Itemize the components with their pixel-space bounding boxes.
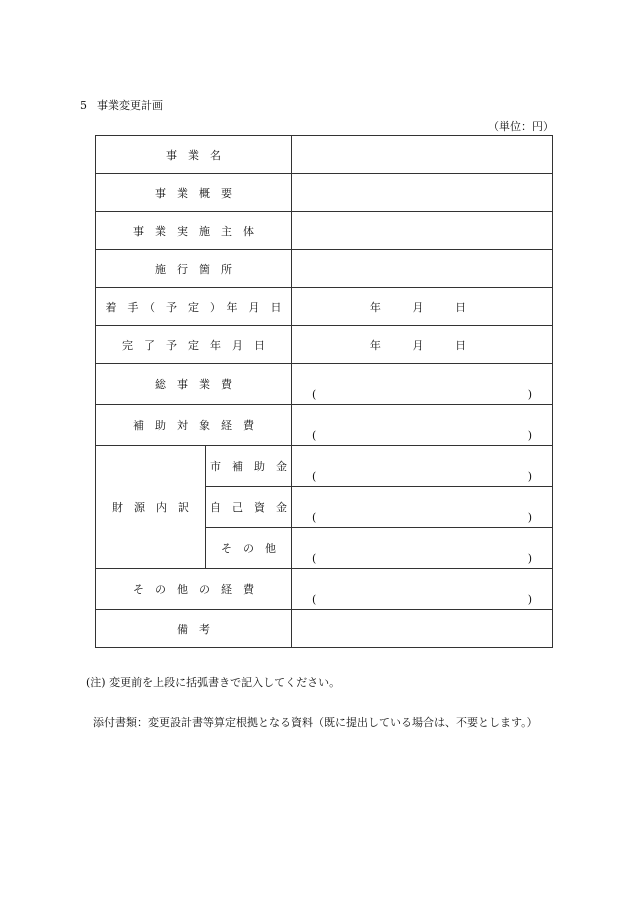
paren-open: ( bbox=[312, 470, 317, 483]
input-shutai[interactable] bbox=[292, 212, 553, 250]
label-chakushu: 着 手 （ 予 定 ） 年 月 日 bbox=[96, 288, 292, 326]
label-zaigen: 財 源 内 訳 bbox=[96, 446, 206, 569]
day-label: 日 bbox=[455, 300, 467, 314]
unit-label: （単位：円） bbox=[488, 120, 554, 133]
section-number: 5 bbox=[80, 99, 87, 112]
label-kasho: 施 行 箇 所 bbox=[96, 250, 292, 288]
note-text: (注) 変更前を上段に括弧書きで記入してください。 bbox=[86, 676, 341, 689]
input-kanryo-date[interactable] bbox=[292, 326, 553, 364]
input-jigyomei[interactable] bbox=[292, 136, 553, 174]
paren-close: ) bbox=[527, 511, 532, 524]
paren-close: ) bbox=[527, 388, 532, 401]
label-sonotakeihi: そ の 他 の 経 費 bbox=[96, 569, 292, 610]
input-gaiyo[interactable] bbox=[292, 174, 553, 212]
paren-close: ) bbox=[527, 429, 532, 442]
table-row bbox=[96, 326, 553, 364]
input-chakushu-date[interactable] bbox=[292, 288, 553, 326]
label-kanryo: 完 了 予 定 年 月 日 bbox=[96, 326, 292, 364]
label-jikoshikin: 自 己 資 金 bbox=[206, 487, 292, 528]
paren-open: ( bbox=[312, 593, 317, 606]
table-row bbox=[96, 405, 553, 446]
input-sonota[interactable] bbox=[292, 528, 553, 569]
table-row bbox=[96, 174, 553, 212]
paren-open: ( bbox=[312, 388, 317, 401]
year-label: 年 bbox=[369, 300, 381, 314]
table-row bbox=[96, 446, 553, 487]
paren-close: ) bbox=[527, 470, 532, 483]
table-row bbox=[96, 288, 553, 326]
section-title bbox=[80, 97, 163, 113]
label-gaiyo: 事 業 概 要 bbox=[96, 174, 292, 212]
input-sojigyohi[interactable] bbox=[292, 364, 553, 405]
label-sojigyohi: 総 事 業 費 bbox=[96, 364, 292, 405]
month-label: 月 bbox=[412, 338, 424, 352]
table-row bbox=[96, 610, 553, 648]
table-row bbox=[96, 136, 553, 174]
paren-open: ( bbox=[312, 511, 317, 524]
input-kasho[interactable] bbox=[292, 250, 553, 288]
month-label: 月 bbox=[412, 300, 424, 314]
table-row bbox=[96, 569, 553, 610]
input-shihojokin[interactable] bbox=[292, 446, 553, 487]
day-label: 日 bbox=[455, 338, 467, 352]
year-label: 年 bbox=[369, 338, 381, 352]
paren-close: ) bbox=[527, 552, 532, 565]
input-biko[interactable] bbox=[292, 610, 553, 648]
input-jikoshikin[interactable] bbox=[292, 487, 553, 528]
label-hojotaisho: 補 助 対 象 経 費 bbox=[96, 405, 292, 446]
paren-open: ( bbox=[312, 552, 317, 565]
table-row bbox=[96, 212, 553, 250]
label-biko: 備 考 bbox=[96, 610, 292, 648]
plan-table bbox=[95, 135, 553, 648]
label-shutai: 事 業 実 施 主 体 bbox=[96, 212, 292, 250]
label-sonota: そ の 他 bbox=[206, 528, 292, 569]
input-hojotaisho[interactable] bbox=[292, 405, 553, 446]
table-row bbox=[96, 250, 553, 288]
table-row bbox=[96, 364, 553, 405]
section-title-text: 事業変更計画 bbox=[97, 99, 163, 112]
label-shihojokin: 市 補 助 金 bbox=[206, 446, 292, 487]
paren-close: ) bbox=[527, 593, 532, 606]
input-sonotakeihi[interactable] bbox=[292, 569, 553, 610]
label-jigyomei: 事 業 名 bbox=[96, 136, 292, 174]
paren-open: ( bbox=[312, 429, 317, 442]
attachment-text: 添付書類：変更設計書等算定根拠となる資料（既に提出している場合は、不要とします。） bbox=[93, 716, 538, 729]
